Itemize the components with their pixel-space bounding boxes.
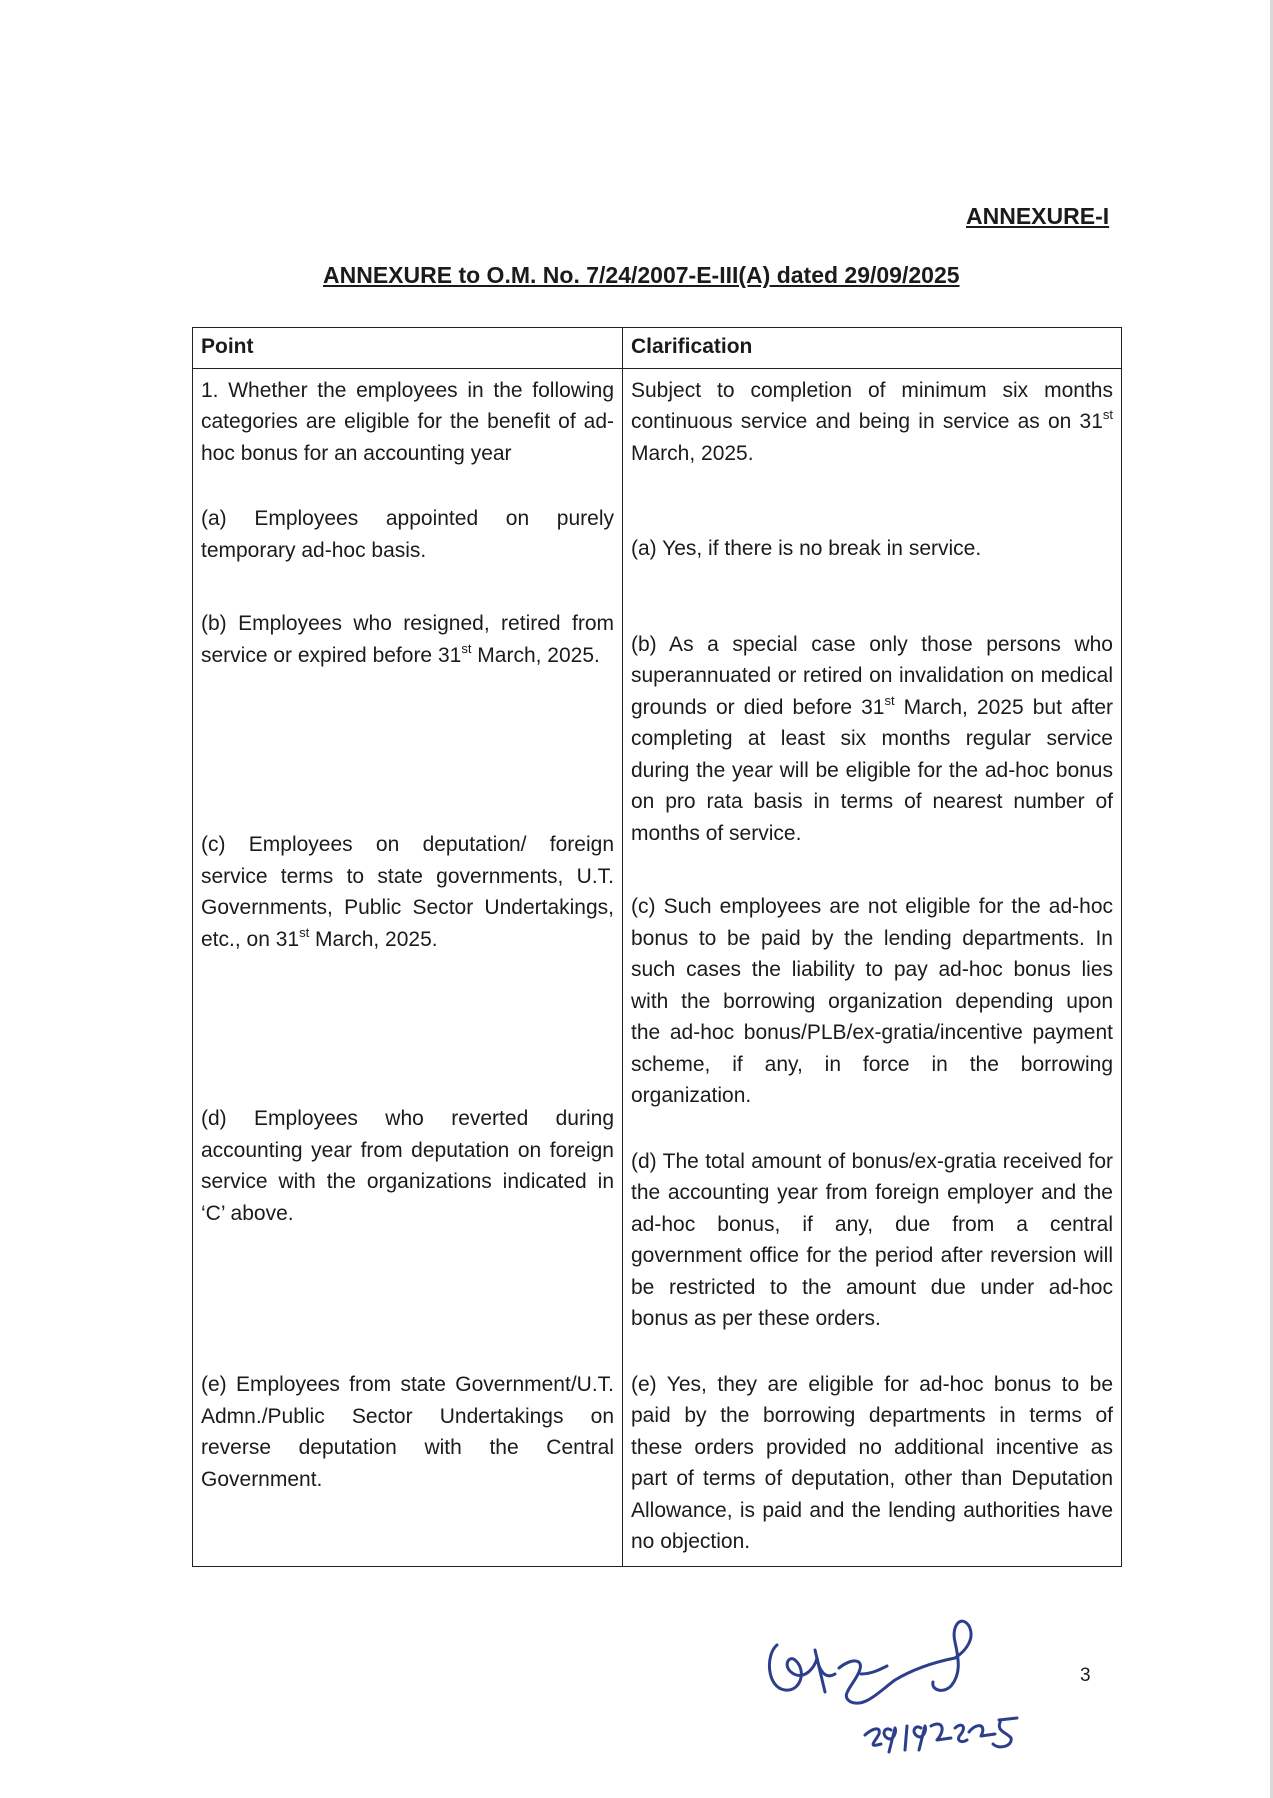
table-header-row: [193, 328, 1122, 369]
header-point: Point: [193, 328, 623, 369]
document-title: ANNEXURE to O.M. No. 7/24/2007-E-III(A) dated 29/09/2025: [323, 262, 960, 288]
clarification-e-text: (e) Yes, they are eligible for ad-hoc bonus to be paid by the borrowing departments in terms of these orders provided no additional incentive as part of terms of deputation, other than Deputation Allowance, is paid and the lending authorities have no objection.: [631, 1372, 1113, 1553]
table-row: [193, 368, 1122, 1566]
point-e-text: (e) Employees from state Government/U.T. Admn./Public Sector Undertakings on reverse deputation with the Central Government.: [201, 1373, 614, 1491]
clarification-c-text: (c) Such employees are not eligible for the ad-hoc bonus to be paid by the lending departments. In such cases the liability to pay ad-hoc bonus lies with the borrowing organization depending upon the ad-hoc bonus/PLB/ex-gratia/incentive payment scheme, if any, in force in the borrowing organization.: [631, 895, 1113, 1107]
annexure-label: ANNEXURE-I: [966, 203, 1110, 229]
handwritten-signature: [755, 1610, 1065, 1770]
point-a-text: (a) Employees appointed on purely temporary ad-hoc basis.: [201, 507, 614, 562]
clarification-d-text: (d) The total amount of bonus/ex-gratia received for the accounting year from foreign employer and the ad-hoc bonus, if any, due from a central government office for the period after reversion will be restricted to the amount due under ad-hoc bonus as per these orders.: [631, 1149, 1113, 1330]
point-b-text: (b) Employees who resigned, retired from service or expired before 31st March, 2025.: [201, 612, 614, 667]
clarification-b-text: (b) As a special case only those persons who superannuated or retired on invalidation on medical grounds or died before 31st March, 2025 but after completing at least six months regular service during the year will be eligible for the ad-hoc bonus on pro rata basis in terms of nearest number of months of service.: [631, 632, 1113, 845]
clarification-1-text: Subject to completion of minimum six months continuous service and being in service as on 31st March, 2025.: [631, 378, 1113, 465]
header-clarification: Clarification: [623, 328, 1122, 369]
point-cell: [193, 368, 623, 1566]
clarification-cell: [623, 368, 1122, 1566]
point-1-text: 1. Whether the employees in the following categories are eligible for the benefit of ad-hoc bonus for an accounting year: [201, 378, 614, 465]
clarification-a-text: (a) Yes, if there is no break in service.: [631, 537, 982, 560]
clarification-table: [192, 327, 1122, 1567]
point-c-text: (c) Employees on deputation/ foreign service terms to state governments, U.T. Governments, Public Sector Undertakings, etc., on 31st March, 2025.: [201, 833, 614, 951]
page-number: 3: [1080, 1665, 1091, 1686]
point-d-text: (d) Employees who reverted during accounting year from deputation on foreign service with the organizations indicated in ‘C’ above.: [201, 1107, 614, 1225]
